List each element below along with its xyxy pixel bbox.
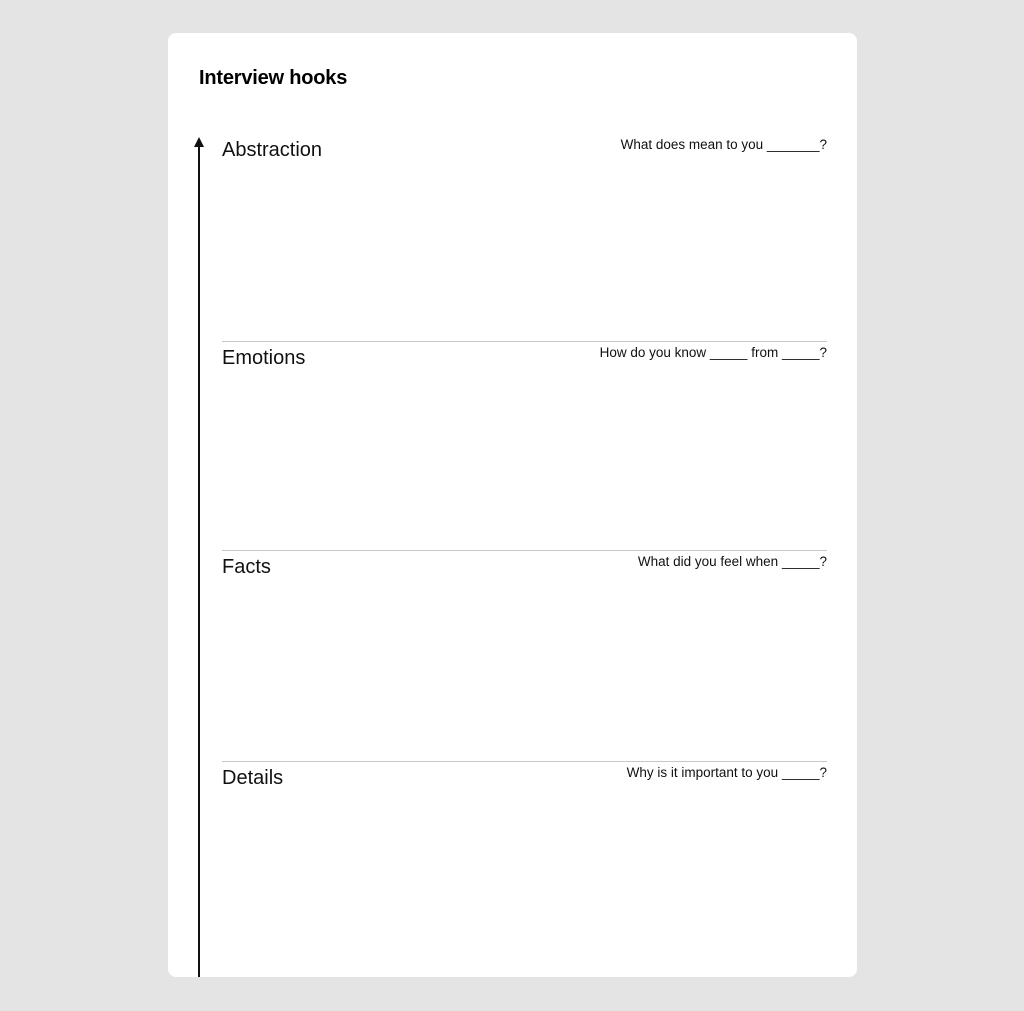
- section-prompt: What did you feel when _____?: [637, 554, 827, 569]
- section-prompt: What does mean to you _______?: [620, 137, 827, 152]
- section-label: Abstraction: [222, 139, 323, 161]
- section-prompt: Why is it important to you _____?: [626, 765, 827, 780]
- section-abstraction: [222, 133, 827, 343]
- page-title: Interview hooks: [199, 67, 348, 89]
- section-label: Details: [222, 767, 284, 789]
- section-label: Emotions: [222, 347, 306, 369]
- section-emotions: [222, 341, 827, 551]
- section-divider: [222, 550, 827, 551]
- section-label: Facts: [222, 556, 271, 578]
- worksheet-card: [168, 33, 857, 977]
- section-prompt: How do you know _____ from _____?: [599, 345, 827, 360]
- section-facts: [222, 550, 827, 760]
- section-divider: [222, 341, 827, 342]
- section-divider: [222, 761, 827, 762]
- vertical-axis-line: [198, 145, 200, 977]
- section-details: [222, 761, 827, 971]
